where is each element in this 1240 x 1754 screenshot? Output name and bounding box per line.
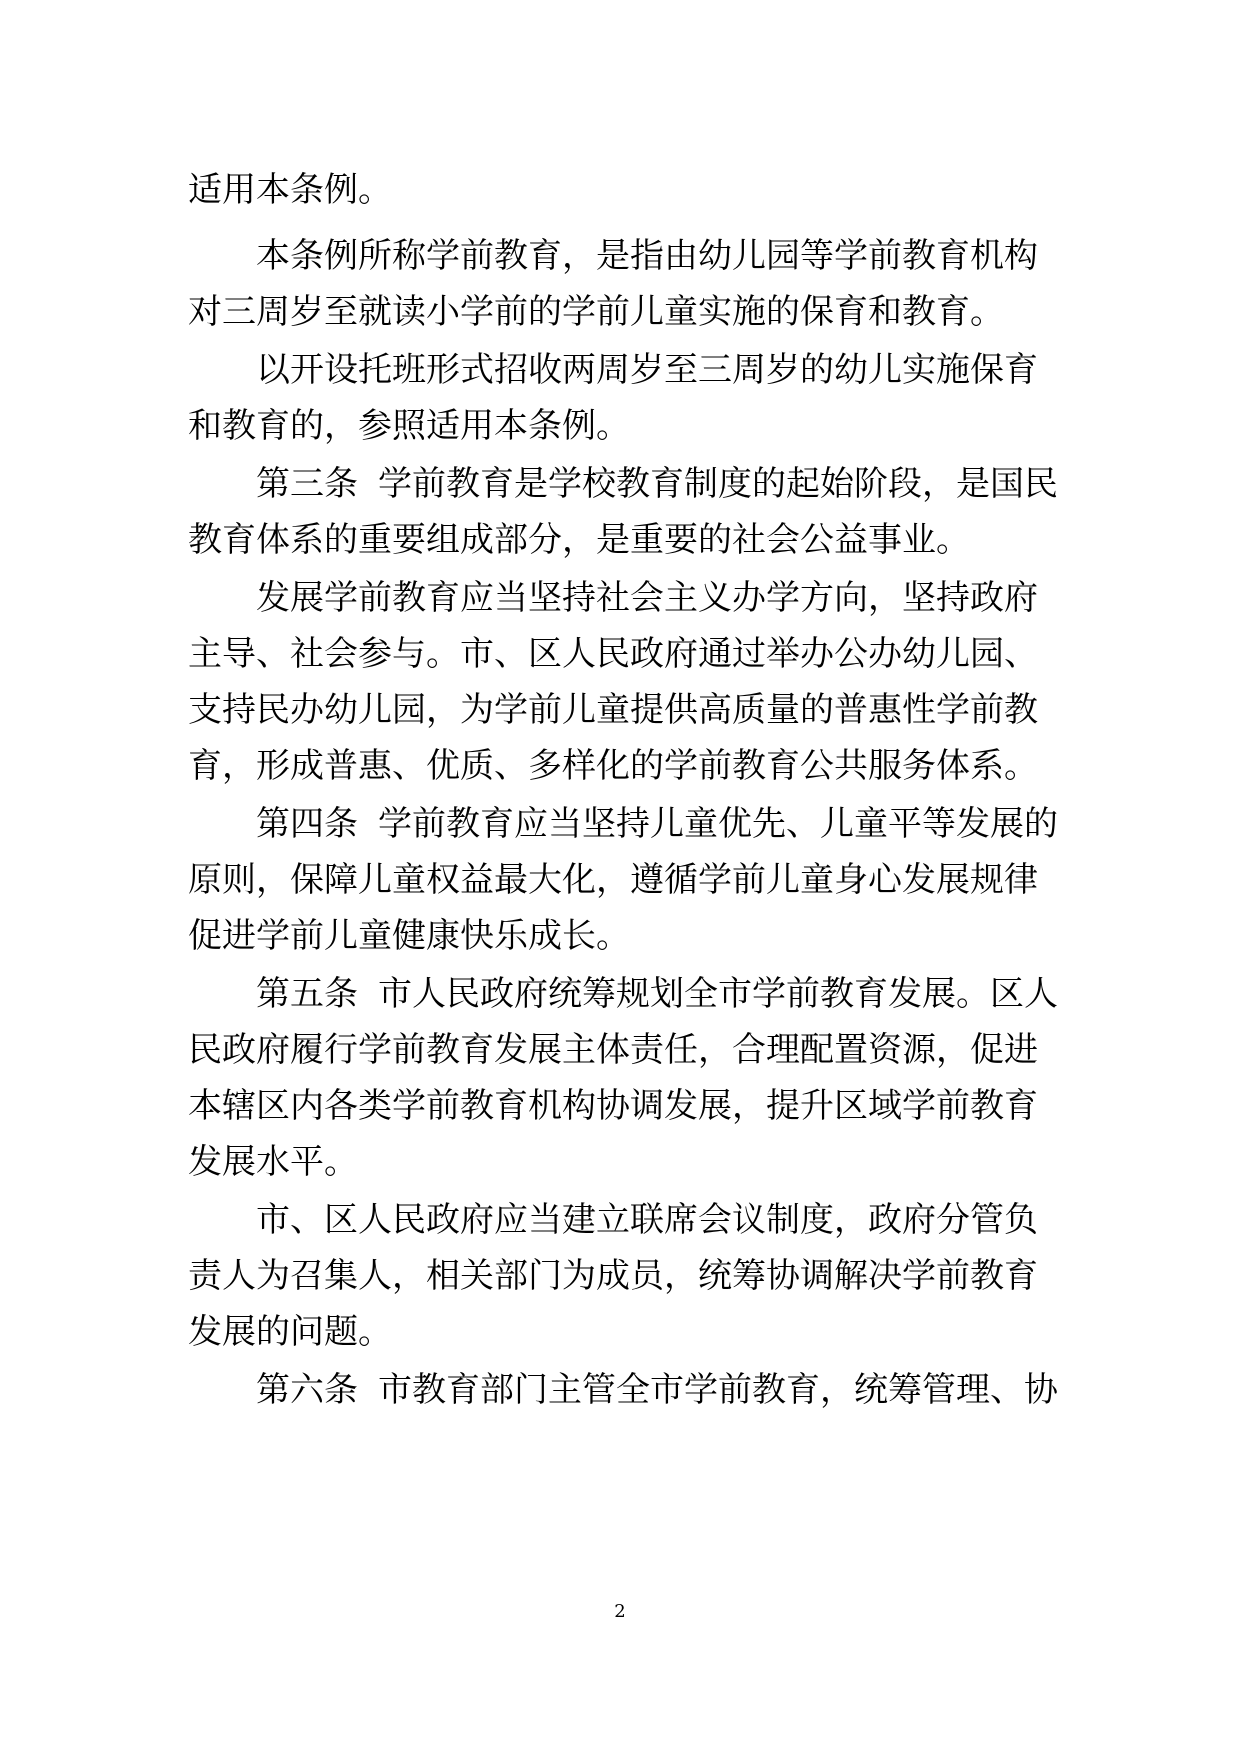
text-line: 责人为召集人，相关部门为成员，统筹协调解决学前教育 <box>188 1256 1038 1296</box>
text-line: 本辖区内各类学前教育机构协调发展，提升区域学前教育 <box>188 1086 1038 1126</box>
text-line: 发展水平。 <box>188 1142 358 1182</box>
text-line: 对三周岁至就读小学前的学前儿童实施的保育和教育。 <box>188 292 1004 332</box>
text-line: 民政府履行学前教育发展主体责任，合理配置资源，促进 <box>188 1030 1038 1070</box>
text-line: 发展学前教育应当坚持社会主义办学方向，坚持政府 <box>256 578 1038 618</box>
text-line: 本条例所称学前教育，是指由幼儿园等学前教育机构 <box>256 236 1038 276</box>
text-line: 育，形成普惠、优质、多样化的学前教育公共服务体系。 <box>188 746 1038 786</box>
article-label: 第三条 <box>256 464 358 504</box>
text-line: 主导、社会参与。市、区人民政府通过举办公办幼儿园、 <box>188 634 1038 674</box>
article-4-line <box>256 802 1058 846</box>
text-line: 发展的问题。 <box>188 1312 392 1352</box>
text-line: 市、区人民政府应当建立联席会议制度，政府分管负 <box>256 1200 1038 1240</box>
text-line: 以开设托班形式招收两周岁至三周岁的幼儿实施保育 <box>256 350 1038 390</box>
text-line: 原则，保障儿童权益最大化，遵循学前儿童身心发展规律 <box>188 860 1038 900</box>
text-line: 适用本条例。 <box>188 170 392 210</box>
text-line: 和教育的，参照适用本条例。 <box>188 406 630 446</box>
page-number: 2 <box>614 1601 626 1622</box>
text-line: 教育体系的重要组成部分，是重要的社会公益事业。 <box>188 520 970 560</box>
article-text: 学前教育应当坚持儿童优先、儿童平等发展的 <box>378 804 1058 844</box>
article-5-line <box>256 972 1058 1016</box>
text-line: 促进学前儿童健康快乐成长。 <box>188 916 630 956</box>
article-label: 第六条 <box>256 1370 358 1410</box>
article-text: 学前教育是学校教育制度的起始阶段，是国民 <box>378 464 1058 504</box>
article-label: 第四条 <box>256 804 358 844</box>
article-3-line <box>256 462 1058 506</box>
article-text: 市教育部门主管全市学前教育，统筹管理、协 <box>378 1370 1058 1410</box>
article-text: 市人民政府统筹规划全市学前教育发展。区人 <box>378 974 1058 1014</box>
article-6-line <box>256 1368 1058 1412</box>
article-label: 第五条 <box>256 974 358 1014</box>
text-line: 支持民办幼儿园，为学前儿童提供高质量的普惠性学前教 <box>188 690 1038 730</box>
